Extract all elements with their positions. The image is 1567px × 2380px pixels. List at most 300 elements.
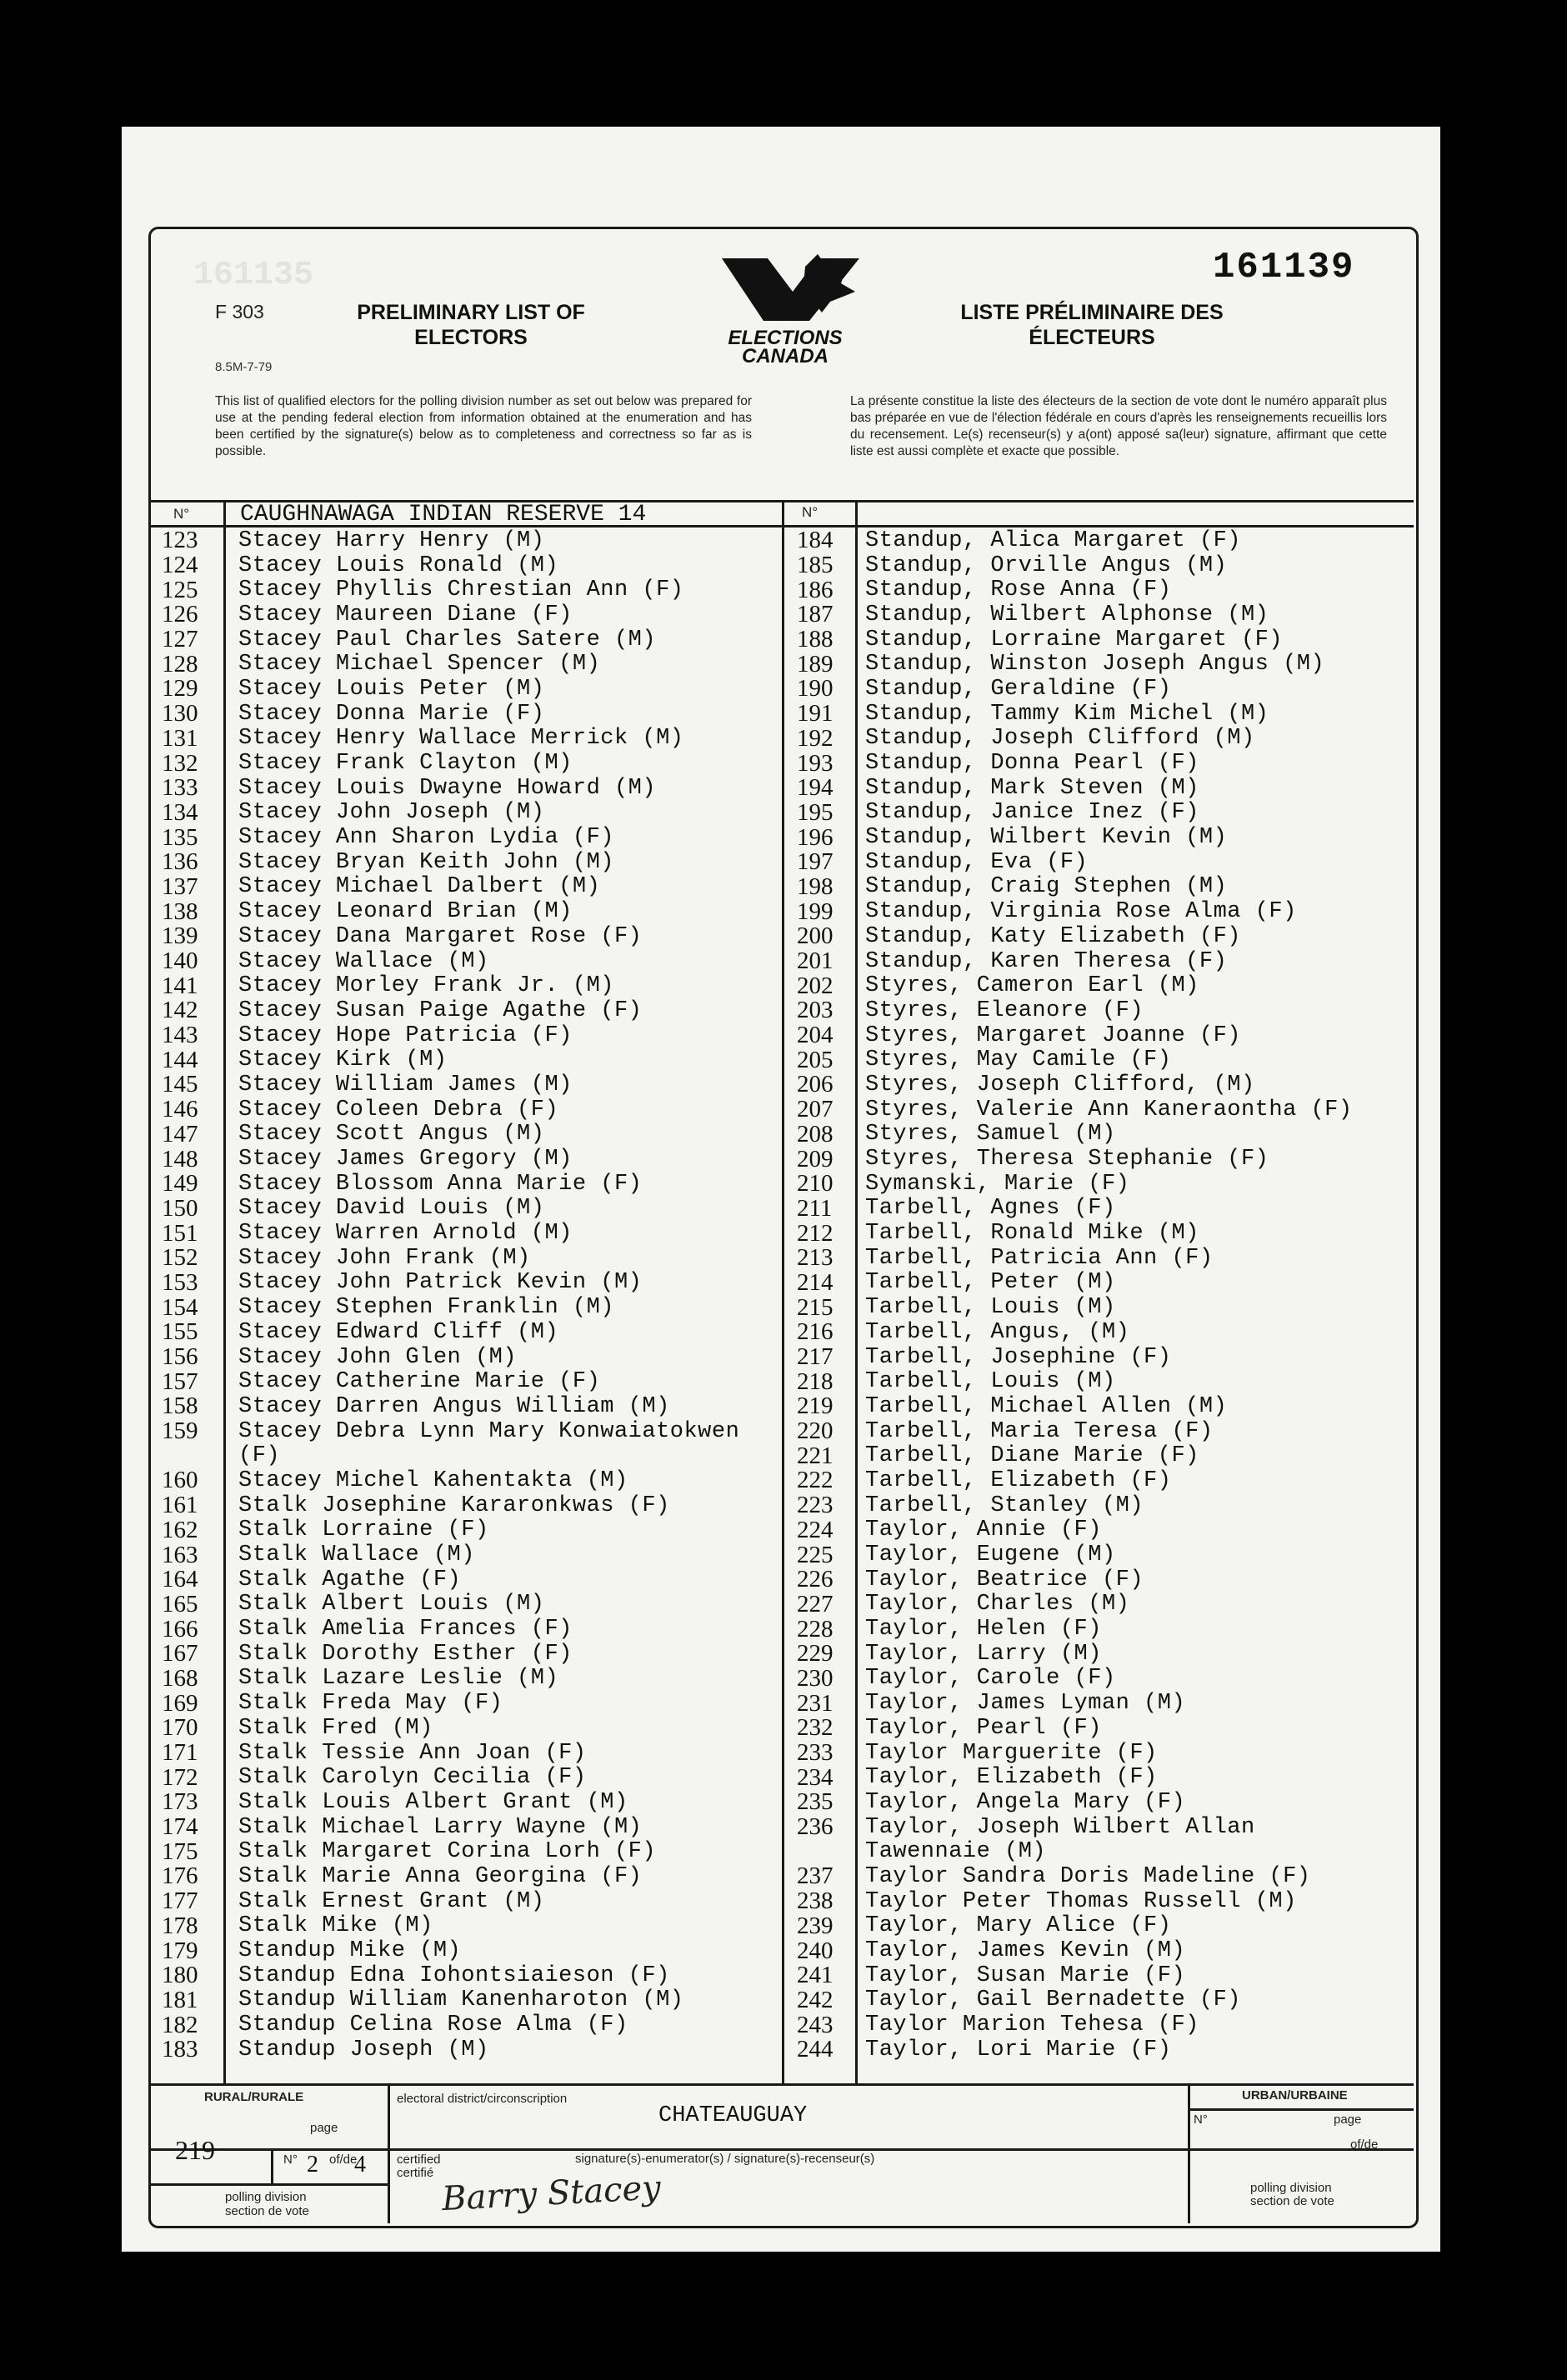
elector-name: Styres, Eleanore (F) — [865, 998, 1144, 1023]
elector-number: 172 — [162, 1763, 198, 1791]
elector-row — [162, 1938, 739, 1963]
footer-page-divider — [271, 2148, 273, 2185]
elector-number: 242 — [797, 1986, 834, 2013]
center-divider — [782, 500, 784, 2083]
elector-name: Tarbell, Peter (M) — [865, 1270, 1116, 1296]
print-code: 8.5M-7-79 — [215, 360, 273, 374]
elector-name: Styres, Valerie Ann Kaneraontha (F) — [865, 1097, 1353, 1122]
elector-name: Standup, Janice Inez (F) — [865, 800, 1199, 826]
elector-name: Tarbell, Ronald Mike (M) — [865, 1221, 1199, 1247]
elector-number: 181 — [162, 1986, 198, 2013]
elector-number: 141 — [162, 972, 198, 999]
elector-row — [162, 973, 739, 998]
elector-row — [797, 825, 1353, 850]
elector-row — [797, 1664, 1353, 1692]
elector-row — [797, 1048, 1353, 1072]
elector-name: Taylor, Helen (F) — [865, 1617, 1102, 1642]
elector-row — [797, 1790, 1353, 1815]
elector-name: Stacey Wallace (M) — [238, 948, 489, 974]
elector-number: 188 — [797, 626, 834, 653]
elector-name: Standup, Alica Margaret (F) — [865, 528, 1241, 553]
elector-name: Standup, Karen Theresa (F) — [865, 948, 1228, 974]
elector-row — [797, 1345, 1353, 1370]
elector-row — [162, 751, 739, 776]
elector-name: Styres, Theresa Stephanie (F) — [865, 1147, 1269, 1172]
elector-number: 233 — [797, 1739, 834, 1767]
elector-number: 124 — [162, 552, 198, 579]
elector-number: 153 — [162, 1268, 198, 1296]
elector-row — [162, 1221, 739, 1246]
title-en-line2: ELECTORS — [414, 326, 528, 349]
elector-row — [162, 872, 739, 900]
elector-name: Stalk Tessie Ann Joan (F) — [238, 1740, 587, 1766]
form-code: F 303 — [215, 301, 264, 322]
elector-number: 136 — [162, 848, 198, 876]
elector-row — [162, 1542, 739, 1568]
elector-name: Stalk Wallace (M) — [238, 1542, 475, 1568]
rural-label — [204, 2090, 303, 2104]
elector-number: 230 — [797, 1664, 834, 1692]
elector-number: 156 — [162, 1343, 198, 1371]
elector-number: 224 — [797, 1516, 834, 1543]
elector-row — [797, 1963, 1353, 1988]
elector-name: Stacey Donna Marie (F) — [238, 701, 545, 727]
elector-number: 231 — [797, 1689, 834, 1717]
elector-name: Tarbell, Stanley (M) — [865, 1492, 1144, 1518]
elector-row — [162, 677, 739, 702]
elector-row — [162, 1815, 739, 1840]
elector-name: Taylor, Angela Mary (F) — [865, 1789, 1186, 1815]
elector-row — [797, 1147, 1353, 1172]
elector-row — [797, 776, 1353, 801]
elector-row — [162, 1716, 739, 1741]
elector-row — [797, 677, 1353, 702]
elector-name: Symanski, Marie (F) — [865, 1171, 1130, 1197]
elector-number: 145 — [162, 1071, 198, 1098]
elector-number: 182 — [162, 2011, 198, 2038]
elector-number: 128 — [162, 650, 198, 678]
elector-row — [797, 1938, 1353, 1963]
urban-no-label: N° — [1194, 2112, 1208, 2127]
elector-name: Taylor, Carole (F) — [865, 1666, 1116, 1692]
elector-name: Taylor Marion Tehesa (F) — [865, 2012, 1199, 2038]
elector-row — [162, 578, 739, 602]
elector-number: 127 — [162, 626, 198, 653]
enumerator-signature — [438, 2162, 738, 2221]
elector-number: 123 — [162, 527, 198, 554]
title-french — [934, 300, 1250, 350]
elector-number: 164 — [162, 1566, 198, 1593]
elector-row — [797, 1122, 1353, 1148]
elector-number: 226 — [797, 1566, 834, 1593]
elector-row — [162, 1048, 739, 1072]
elector-row — [162, 1295, 739, 1320]
elector-number: 138 — [162, 898, 198, 925]
elector-row — [162, 1642, 739, 1667]
elector-number: 137 — [162, 872, 198, 900]
elector-row — [797, 553, 1353, 578]
elector-row — [162, 949, 739, 974]
elector-row — [797, 1369, 1353, 1394]
elector-row — [797, 1268, 1353, 1296]
elector-number: 208 — [797, 1120, 834, 1148]
elector-name: Stacey Leonard Brian (M) — [238, 899, 573, 925]
elector-row — [162, 1023, 739, 1048]
elector-name: Stalk Lazare Leslie (M) — [238, 1666, 559, 1692]
elector-name: Taylor Peter Thomas Russell (M) — [865, 1888, 1297, 1914]
elector-row — [162, 1765, 739, 1790]
elector-number: 210 — [797, 1170, 834, 1198]
logo-text — [702, 329, 869, 366]
elector-name: Standup, Geraldine (F) — [865, 676, 1172, 702]
elector-number: 177 — [162, 1888, 198, 1915]
elector-name: Stacey Morley Frank Jr. (M) — [238, 973, 614, 999]
elector-number: 131 — [162, 724, 198, 752]
elector-number: 227 — [797, 1590, 834, 1618]
elector-name: Taylor Marguerite (F) — [865, 1740, 1158, 1766]
elector-name: Stacey Dana Margaret Rose (F) — [238, 923, 643, 949]
elector-number: 211 — [797, 1194, 833, 1222]
elector-row — [162, 1518, 739, 1543]
elector-number: 152 — [162, 1244, 198, 1272]
elector-name: Tarbell, Agnes (F) — [865, 1196, 1116, 1222]
urban-polling-label-en: polling division — [1250, 2181, 1332, 2195]
elector-name: Stacey Hope Patricia (F) — [238, 1022, 573, 1048]
elector-number: 212 — [797, 1219, 834, 1247]
polling-division-label — [225, 2190, 309, 2218]
elector-number: 150 — [162, 1194, 198, 1222]
urban-polling-label — [1250, 2182, 1334, 2208]
elector-row — [797, 973, 1353, 998]
elector-name: Standup, Winston Joseph Angus (M) — [865, 652, 1325, 678]
elector-number: 134 — [162, 798, 198, 826]
elector-row — [797, 1295, 1353, 1320]
elector-name: Stalk Agathe (F) — [238, 1567, 462, 1592]
elector-name: Stacey Michael Spencer (M) — [238, 652, 601, 678]
elector-row — [797, 1617, 1353, 1642]
elector-number: 157 — [162, 1368, 198, 1395]
elector-name: Taylor, Larry (M) — [865, 1641, 1102, 1667]
elector-number: 238 — [797, 1888, 834, 1915]
elector-row — [162, 1147, 739, 1172]
elector-name: Stalk Dorothy Esther (F) — [238, 1641, 573, 1667]
elector-row — [797, 998, 1353, 1023]
elector-name: Taylor, James Lyman (M) — [865, 1691, 1186, 1717]
elector-name: Styres, Samuel (M) — [865, 1122, 1116, 1148]
elector-name: Stacey Louis Ronald (M) — [238, 552, 559, 578]
elector-row — [797, 528, 1353, 553]
elector-number: 239 — [797, 1912, 834, 1939]
elector-row — [797, 1194, 1353, 1222]
elector-number: 206 — [797, 1071, 834, 1098]
district-label: electoral district/circonscription — [397, 2092, 568, 2106]
elector-row — [162, 652, 739, 677]
elector-row — [162, 1741, 739, 1766]
elector-number: 191 — [797, 700, 834, 728]
elector-number: 139 — [162, 922, 198, 950]
elector-number: 223 — [797, 1492, 834, 1519]
elector-row — [162, 1345, 739, 1370]
elector-name: Stacey John Frank (M) — [238, 1245, 531, 1271]
elector-name: Taylor, James Kevin (M) — [865, 1938, 1186, 1964]
elector-name: Stalk Lorraine (F) — [238, 1518, 489, 1543]
elector-row — [797, 1419, 1353, 1444]
elector-number: 244 — [797, 2036, 834, 2063]
rural-label-text: RURAL/RURALE — [204, 2090, 304, 2104]
elector-row — [797, 1691, 1353, 1716]
certified-label-fr: certifié — [397, 2166, 434, 2180]
elector-name: Stacey James Gregory (M) — [238, 1147, 573, 1172]
elector-row — [797, 1023, 1353, 1048]
elector-number: 205 — [797, 1046, 834, 1073]
elector-name: Stacey Louis Peter (M) — [238, 676, 545, 702]
elector-row — [797, 1988, 1353, 2013]
footer-right-divider — [1188, 2083, 1190, 2223]
elector-name: Taylor, Gail Bernadette (F) — [865, 1988, 1241, 2013]
elector-number: 201 — [797, 948, 834, 975]
elector-row — [162, 1194, 739, 1222]
elector-number: 151 — [162, 1219, 198, 1247]
elector-row — [797, 1592, 1353, 1618]
elector-row — [162, 1664, 739, 1692]
elector-row — [162, 1963, 739, 1988]
elector-number: 240 — [797, 1937, 834, 1964]
signature-label: signature(s)-enumerator(s) / signature(s)-recenseur(s) — [575, 2152, 875, 2166]
elector-number: 133 — [162, 774, 198, 802]
elector-number: 199 — [797, 898, 834, 925]
elector-name: Stacey Michel Kahentakta (M) — [238, 1468, 628, 1493]
elector-row — [797, 1246, 1353, 1271]
reserve-title: CAUGHNAWAGA INDIAN RESERVE 14 — [240, 502, 647, 528]
elector-row — [797, 850, 1353, 875]
elector-row — [797, 1098, 1353, 1122]
elector-row — [162, 924, 739, 949]
elector-row — [797, 1394, 1353, 1419]
elector-row — [797, 602, 1353, 628]
elector-name: Stacey Michael Dalbert (M) — [238, 874, 601, 900]
elector-row — [797, 1815, 1353, 1840]
elector-name: Standup, Wilbert Kevin (M) — [865, 825, 1228, 851]
elector-number: 183 — [162, 2036, 198, 2063]
elector-row — [162, 798, 739, 826]
elector-number: 161 — [162, 1492, 198, 1519]
elector-name: Stalk Mike (M) — [238, 1913, 433, 1939]
footer-left-rule — [148, 2183, 390, 2186]
elector-number: 175 — [162, 1838, 198, 1865]
elector-row — [162, 1369, 739, 1394]
elector-number: 185 — [797, 552, 834, 579]
elector-number: 148 — [162, 1145, 198, 1172]
elector-number: 149 — [162, 1170, 198, 1198]
elector-name: Standup William Kanenharoton (M) — [238, 1988, 684, 2013]
elector-name: Standup, Mark Steven (M) — [865, 775, 1199, 801]
elector-name: Tarbell, Elizabeth (F) — [865, 1468, 1172, 1493]
elector-name: Standup, Rose Anna (F) — [865, 578, 1172, 603]
elector-number: 241 — [797, 1962, 834, 1989]
elector-number: 143 — [162, 1022, 198, 1049]
serial-number: 161139 — [1213, 247, 1355, 288]
elector-number: 229 — [797, 1640, 834, 1668]
elector-name: Stacey Maureen Diane (F) — [238, 602, 573, 628]
elector-row — [162, 1568, 739, 1592]
elector-row — [162, 1122, 739, 1148]
elector-number: 174 — [162, 1813, 198, 1841]
elector-row — [797, 1493, 1353, 1518]
elector-row — [162, 1790, 739, 1815]
elector-row — [797, 1864, 1353, 1889]
elector-name: Stalk Fred (M) — [238, 1715, 433, 1741]
elector-row — [797, 1889, 1353, 1914]
elector-number: 155 — [162, 1318, 198, 1346]
elector-number: 218 — [797, 1368, 834, 1395]
elector-name: Stacey David Louis (M) — [238, 1196, 545, 1222]
elector-name: Taylor, Elizabeth (F) — [865, 1765, 1158, 1791]
elector-number: 144 — [162, 1046, 198, 1073]
elector-name: Taylor, Eugene (M) — [865, 1542, 1116, 1568]
elector-name: Stacey Edward Cliff (M) — [238, 1319, 559, 1345]
elector-number: 197 — [797, 848, 834, 876]
elector-name: Stacey Stephen Franklin (M) — [238, 1295, 614, 1321]
elector-name: Styres, Cameron Earl (M) — [865, 973, 1199, 999]
elector-number: 189 — [797, 650, 834, 678]
elector-name: Stalk Ernest Grant (M) — [238, 1888, 545, 1914]
elector-name: Styres, Joseph Clifford, (M) — [865, 1072, 1255, 1098]
no-header-left: N° — [173, 506, 190, 522]
elector-name: Taylor, Pearl (F) — [865, 1715, 1102, 1741]
elector-name: Stacey Darren Angus William (M) — [238, 1393, 670, 1419]
elector-row — [162, 1394, 739, 1419]
elector-name: Stacey Blossom Anna Marie (F) — [238, 1171, 643, 1197]
footer-top-rule — [148, 2083, 1414, 2086]
elector-row — [162, 528, 739, 553]
elector-row — [162, 1914, 739, 1939]
elector-row — [162, 776, 739, 801]
no-header-right: N° — [802, 504, 819, 520]
polling-division-label-fr: section de vote — [225, 2204, 309, 2218]
elector-number: 171 — [162, 1739, 198, 1767]
elector-row — [797, 1839, 1353, 1864]
elector-name: Standup, Joseph Clifford (M) — [865, 726, 1255, 752]
elector-row — [797, 1741, 1353, 1766]
elector-number: 207 — [797, 1096, 834, 1123]
elector-name: Tarbell, Diane Marie (F) — [865, 1443, 1199, 1469]
elector-row — [162, 1072, 739, 1098]
urban-polling-label-fr: section de vote — [1250, 2194, 1334, 2208]
elector-row — [162, 2012, 739, 2038]
elector-name: Tarbell, Louis (M) — [865, 1295, 1116, 1321]
page-label: page — [310, 2121, 338, 2135]
elector-name: Stalk Margaret Corina Lorh (F) — [238, 1839, 657, 1865]
elector-number: 178 — [162, 1912, 198, 1939]
elector-row — [797, 949, 1353, 974]
elector-row — [162, 1617, 739, 1642]
elector-name: Standup, Orville Angus (M) — [865, 552, 1228, 578]
elector-name: Styres, Margaret Joanne (F) — [865, 1022, 1241, 1048]
elector-name: Standup, Tammy Kim Michel (M) — [865, 701, 1269, 727]
elector-row — [797, 1443, 1353, 1468]
polling-division-number: 219 — [175, 2135, 215, 2165]
elector-row — [162, 1320, 739, 1345]
elector-number: 147 — [162, 1120, 198, 1148]
elector-row — [162, 602, 739, 628]
elector-number: 130 — [162, 700, 198, 728]
urban-label — [1242, 2088, 1348, 2102]
elector-number: 237 — [797, 1862, 834, 1890]
elector-number: 202 — [797, 972, 834, 999]
elector-row — [797, 1468, 1353, 1493]
elector-number: 132 — [162, 749, 198, 777]
elector-number: 125 — [162, 576, 198, 603]
elector-name: Standup Edna Iohontsiaieson (F) — [238, 1962, 670, 1988]
elector-number: 243 — [797, 2011, 834, 2038]
elector-name: Taylor, Charles (M) — [865, 1592, 1130, 1618]
elector-name: Stacey Harry Henry (M) — [238, 528, 545, 553]
elector-row — [797, 1072, 1353, 1098]
title-fr-line1: LISTE PRÉLIMINAIRE DES — [960, 301, 1224, 324]
elector-name: Standup, Donna Pearl (F) — [865, 751, 1199, 777]
elector-name: Stacey Kirk (M) — [238, 1048, 448, 1073]
elector-name: Stalk Louis Albert Grant (M) — [238, 1789, 628, 1815]
elector-row — [797, 798, 1353, 826]
elector-number: 173 — [162, 1788, 198, 1816]
elector-number: 167 — [162, 1640, 198, 1668]
elector-name: Tarbell, Louis (M) — [865, 1369, 1116, 1395]
elector-number: 214 — [797, 1268, 834, 1296]
elector-number: 192 — [797, 724, 834, 752]
elector-name: Taylor, Susan Marie (F) — [865, 1962, 1186, 1988]
elector-name: Standup, Craig Stephen (M) — [865, 874, 1228, 900]
elector-number: 196 — [797, 823, 834, 851]
elector-row — [162, 1443, 739, 1468]
elector-name: Taylor, Joseph Wilbert Allan — [865, 1814, 1255, 1840]
elector-name: Taylor Sandra Doris Madeline (F) — [865, 1863, 1311, 1889]
logo-line1: ELECTIONS — [728, 327, 843, 349]
elector-number: 236 — [797, 1813, 834, 1841]
elector-row — [797, 751, 1353, 776]
elector-name: Tarbell, Maria Teresa (F) — [865, 1418, 1214, 1444]
certified-label — [397, 2153, 441, 2180]
elector-row — [162, 1592, 739, 1618]
elector-row — [162, 1493, 739, 1518]
elector-row — [797, 1642, 1353, 1667]
elector-number: 203 — [797, 997, 834, 1024]
elector-number: 142 — [162, 997, 198, 1024]
elector-name: Stalk Marie Anna Georgina (F) — [238, 1863, 643, 1889]
district-name: CHATEAUGUAY — [658, 2103, 808, 2128]
logo-line2: CANADA — [742, 345, 829, 368]
elector-number: 165 — [162, 1590, 198, 1618]
elector-number: 198 — [797, 872, 834, 900]
elector-number: 162 — [162, 1516, 198, 1543]
elector-name: Stacey Bryan Keith John (M) — [238, 849, 614, 875]
elector-number: 187 — [797, 601, 834, 628]
elector-name: Standup Joseph (M) — [238, 2037, 489, 2062]
elector-number: 200 — [797, 922, 834, 950]
elector-name: Stacey Catherine Marie (F) — [238, 1369, 601, 1395]
elector-row — [162, 1468, 739, 1493]
elector-row — [162, 899, 739, 924]
elector-name: Stacey Coleen Debra (F) — [238, 1097, 559, 1122]
intro-english: This list of qualified electors for the polling division number as set out below was prepared for use at the pending federal election from information obtained at the enumeration and has been certified by the signature(s) below as to completeness and correctness so far as is possible. — [215, 394, 752, 458]
urban-rule — [1190, 2108, 1414, 2111]
elector-number: 209 — [797, 1145, 834, 1172]
elector-name: Tarbell, Michael Allen (M) — [865, 1393, 1228, 1419]
elector-number: 215 — [797, 1293, 834, 1321]
elector-name: Stacey Scott Angus (M) — [238, 1122, 545, 1148]
elector-row — [797, 872, 1353, 900]
intro-french: La présente constitue la liste des électeurs de la section de vote dont le numéro apparaît plus bas préparée en vue de l'élection fédérale en cours d'après les renseignements recueillis lors du recensement. Le(s) recenseur(s) y a(ont) apposé sa(leur) signature, affirmant que cette liste est aussi complète et exacte que possible. — [850, 394, 1387, 458]
elector-name: Taylor, Mary Alice (F) — [865, 1913, 1172, 1939]
